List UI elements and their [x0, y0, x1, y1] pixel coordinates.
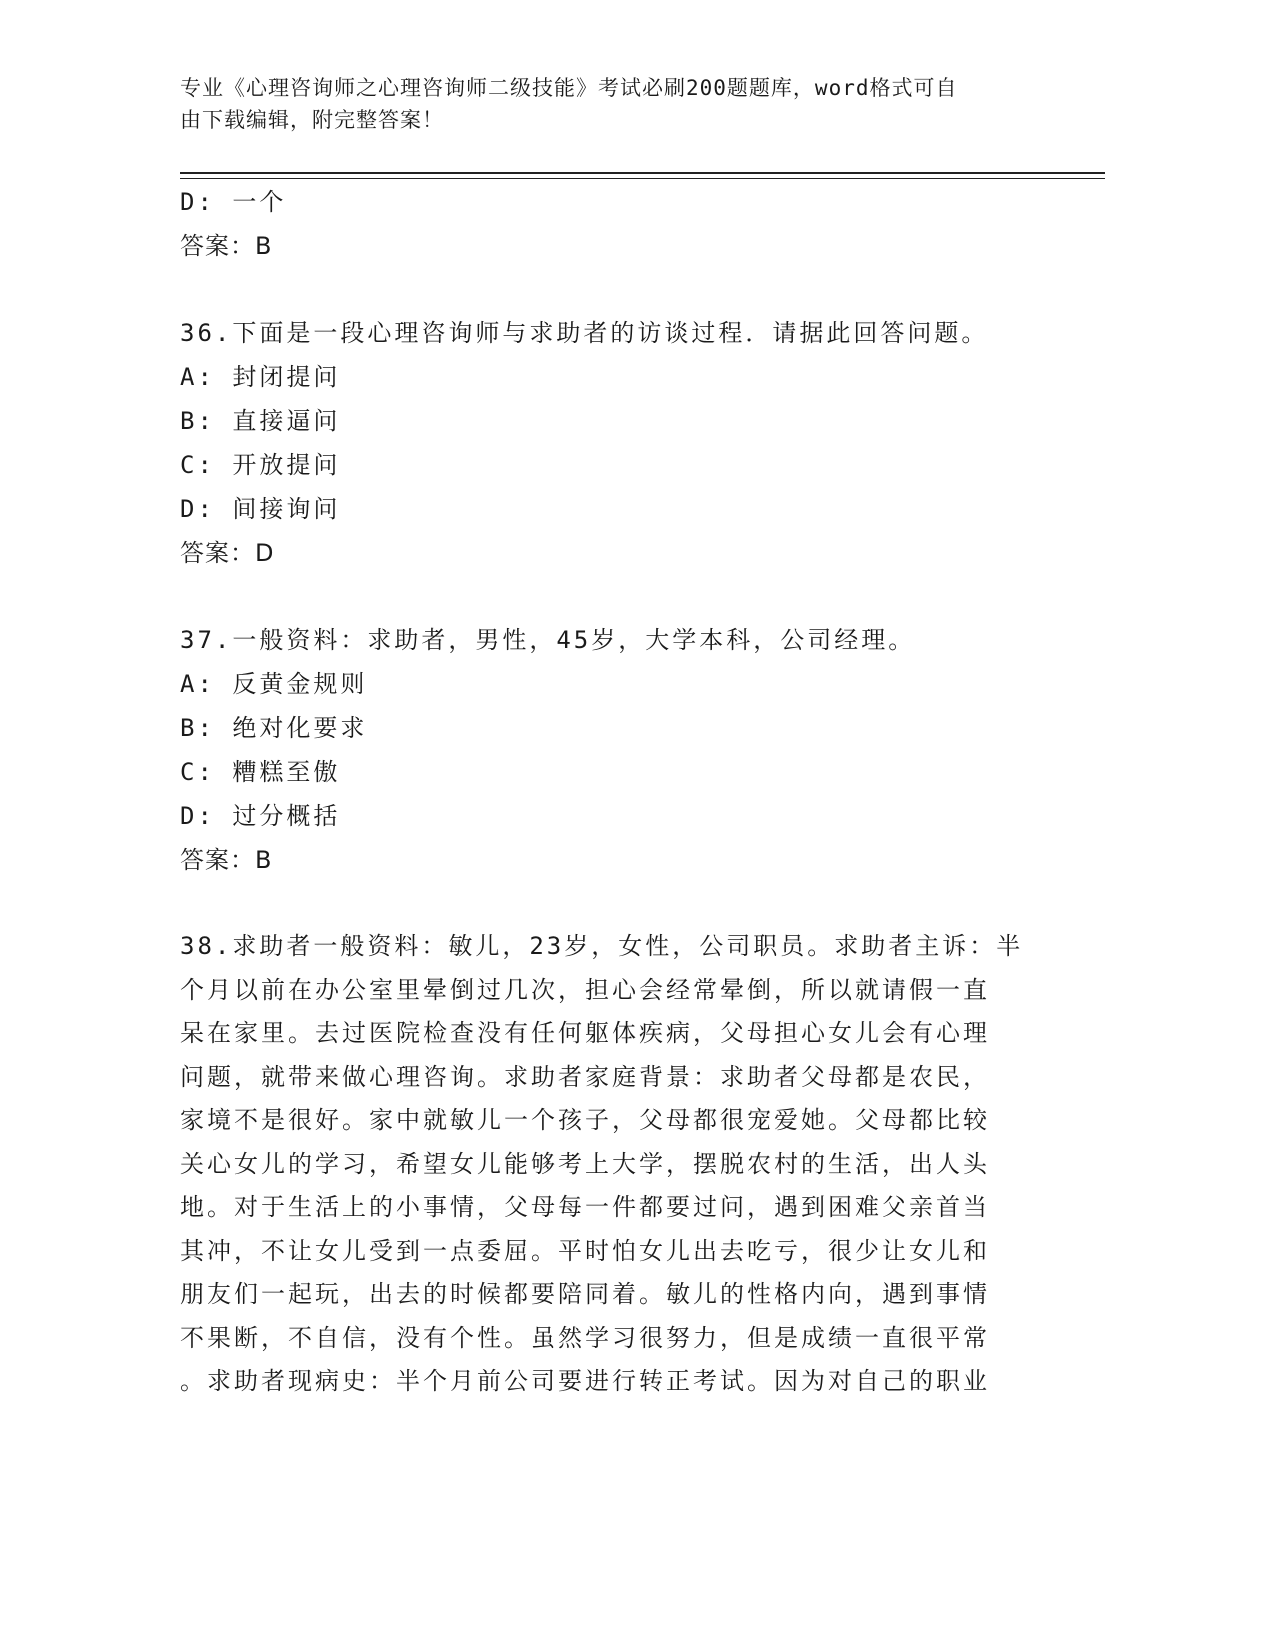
question-36-option-d: D: 间接询问: [180, 495, 341, 523]
question-38-line: 不果断，不自信，没有个性。虽然学习很努力，但是成绩一直很平常: [180, 1323, 990, 1352]
question-37-answer: 答案：B: [180, 846, 273, 874]
header-rule-thin: [180, 178, 1105, 179]
question-37: [180, 618, 1050, 882]
question-36: [180, 311, 1050, 575]
question-37-option-a: A: 反黄金规则: [180, 670, 368, 698]
question-36-option-a: A: 封闭提问: [180, 363, 341, 391]
question-37-option-b: B: 绝对化要求: [180, 714, 368, 742]
prev-question-answer: 答案：B: [180, 232, 273, 260]
question-38-line: 问题，就带来做心理咨询。求助者家庭背景：求助者父母都是农民，: [180, 1062, 990, 1091]
question-36-option-c: C: 开放提问: [180, 451, 341, 479]
spacer: [180, 882, 1050, 925]
document-body: [180, 180, 1050, 1404]
question-38: [180, 925, 1050, 1404]
question-38-line: 朋友们一起玩，出去的时候都要陪同着。敏儿的性格内向，遇到事情: [180, 1280, 990, 1308]
document-header: [180, 72, 1040, 136]
question-38-line: 其冲，不让女儿受到一点委屈。平时怕女儿出去吃亏，很少让女儿和: [180, 1236, 990, 1265]
header-line-1: 专业《心理咨询师之心理咨询师二级技能》考试必刷200题题库，word格式可自: [180, 76, 958, 100]
question-36-answer: 答案：D: [180, 539, 275, 567]
question-38-line: 个月以前在办公室里晕倒过几次，担心会经常晕倒，所以就请假一直: [180, 975, 990, 1004]
question-38-line: 38.求助者一般资料：敏儿，23岁，女性，公司职员。求助者主诉：半: [180, 932, 1024, 960]
question-36-option-b: B: 直接逼问: [180, 407, 341, 435]
question-38-line: 。求助者现病史：半个月前公司要进行转正考试。因为对自己的职业: [180, 1367, 990, 1395]
spacer: [180, 268, 1050, 311]
question-38-line: 关心女儿的学习，希望女儿能够考上大学，摆脱农村的生活，出人头: [180, 1149, 990, 1178]
prev-question-option-d: D: 一个: [180, 188, 287, 216]
question-36-stem: 36.下面是一段心理咨询师与求助者的访谈过程．请据此回答问题。: [180, 319, 989, 347]
spacer: [180, 575, 1050, 618]
question-38-line: 地。对于生活上的小事情，父母每一件都要过问，遇到困难父亲首当: [180, 1193, 990, 1221]
header-line-2: 由下载编辑，附完整答案！: [180, 108, 444, 132]
question-37-stem: 37.一般资料：求助者，男性，45岁，大学本科，公司经理。: [180, 626, 916, 654]
question-38-line: 家境不是很好。家中就敏儿一个孩子，父母都很宠爱她。父母都比较: [180, 1106, 990, 1134]
header-rule-thick: [180, 172, 1105, 174]
question-37-option-c: C: 糟糕至傲: [180, 758, 341, 786]
question-37-option-d: D: 过分概括: [180, 802, 341, 830]
question-38-line: 呆在家里。去过医院检查没有任何躯体疾病，父母担心女儿会有心理: [180, 1019, 990, 1047]
